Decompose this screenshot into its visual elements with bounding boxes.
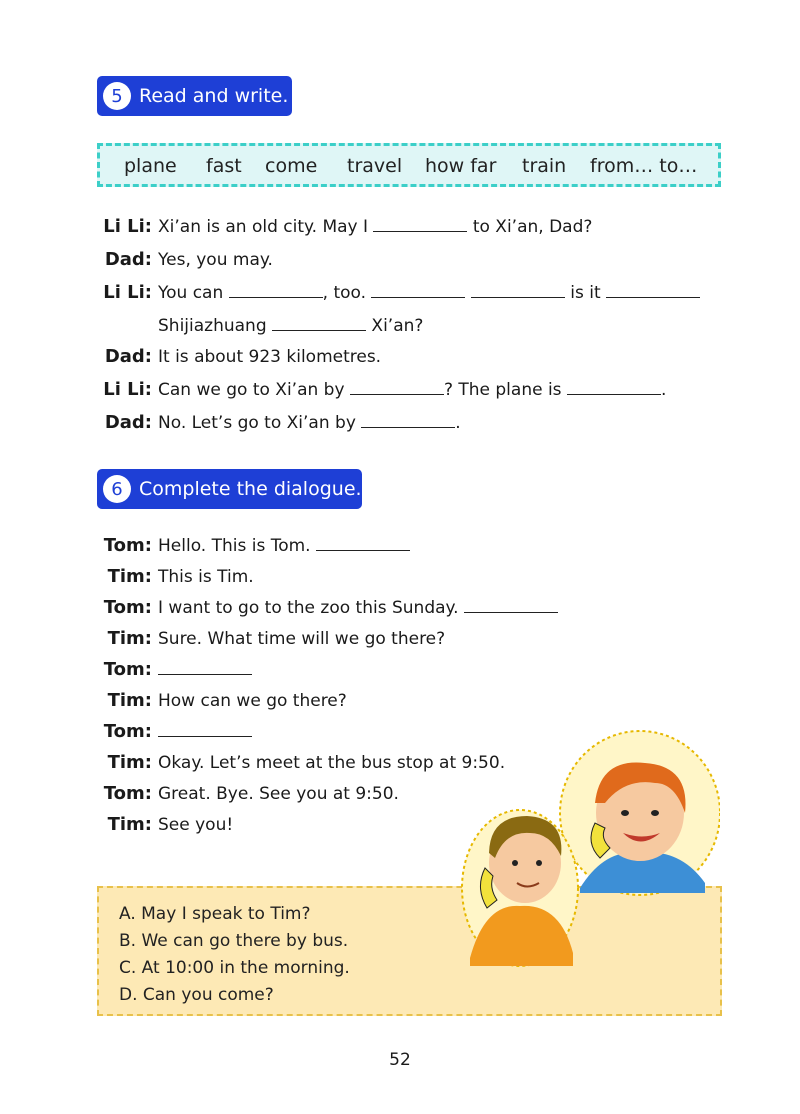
- word-come: come: [265, 155, 318, 177]
- option-a: A. May I speak to Tim?: [119, 904, 311, 924]
- option-c: C. At 10:00 in the morning.: [119, 958, 350, 978]
- line-text: Okay. Let’s meet at the bus stop at 9:50.: [158, 753, 506, 773]
- speaker-label: Tom:: [103, 783, 152, 804]
- line-text: It is about 923 kilometres.: [158, 347, 382, 367]
- speaker-label: Tom:: [103, 597, 152, 618]
- section-5-number: 5: [103, 82, 131, 110]
- section-6-number: 6: [103, 475, 131, 503]
- line-text: .: [455, 413, 461, 433]
- answer-blank[interactable]: [371, 281, 465, 298]
- speaker-label: Tom:: [103, 535, 152, 556]
- page-number: 52: [389, 1050, 411, 1070]
- speaker-label: Tim:: [107, 814, 152, 835]
- line-text: Sure. What time will we go there?: [158, 629, 446, 649]
- speaker-label: Tom:: [103, 721, 152, 742]
- option-b: B. We can go there by bus.: [119, 931, 349, 951]
- word-bank: [97, 143, 721, 187]
- speaker-label: Li Li:: [103, 216, 152, 237]
- speaker-label: Li Li:: [103, 282, 152, 303]
- line-text: No. Let’s go to Xi’an by: [158, 413, 362, 433]
- answer-blank[interactable]: [350, 378, 444, 395]
- line-text: You can: [158, 283, 229, 303]
- answer-blank[interactable]: [606, 281, 700, 298]
- section-5-title: Read and write.: [139, 85, 289, 107]
- line-text: .: [660, 380, 667, 400]
- speaker-label: Tim:: [107, 566, 152, 587]
- line-text: , too.: [322, 283, 372, 303]
- line-text: Shijiazhuang: [158, 316, 273, 336]
- speaker-label: Tom:: [103, 659, 152, 680]
- speaker-label: Dad:: [104, 412, 152, 433]
- line-text: to Xi’an, Dad?: [467, 217, 593, 237]
- line-text: Yes, you may.: [158, 250, 273, 270]
- speaker-label: Tim:: [107, 752, 152, 773]
- line-text: ? The plane is: [443, 380, 567, 400]
- word-how-far: how far: [425, 155, 497, 177]
- line-text: Xi’an?: [366, 316, 424, 336]
- section-5-header: [97, 76, 292, 116]
- section-6-header: [97, 469, 362, 509]
- line-text: Hello. This is Tom.: [158, 536, 316, 556]
- speaker-label: Dad:: [104, 346, 152, 367]
- answer-blank[interactable]: [361, 411, 455, 428]
- line-text: This is Tim.: [158, 567, 254, 587]
- word-plane: plane: [124, 155, 177, 177]
- word-from-to: from… to…: [590, 155, 698, 177]
- line-text: Great. Bye. See you at 9:50.: [158, 784, 399, 804]
- answer-blank[interactable]: [158, 658, 252, 675]
- line-text: Can we go to Xi’an by: [158, 380, 350, 400]
- line-text: How can we go there?: [158, 691, 347, 711]
- speaker-label: Dad:: [104, 249, 152, 270]
- section-6-title: Complete the dialogue.: [139, 478, 362, 500]
- answer-blank[interactable]: [272, 314, 366, 331]
- word-fast: fast: [206, 155, 242, 177]
- option-d: D. Can you come?: [119, 985, 274, 1005]
- word-travel: travel: [347, 155, 403, 177]
- answer-blank[interactable]: [471, 281, 565, 298]
- answer-blank[interactable]: [567, 378, 661, 395]
- line-text: is it: [564, 283, 607, 303]
- speaker-label: Li Li:: [103, 379, 152, 400]
- answer-blank[interactable]: [373, 215, 467, 232]
- word-train: train: [522, 155, 567, 177]
- boys-on-phone-illustration: [455, 728, 720, 968]
- answer-blank[interactable]: [316, 534, 410, 551]
- answer-blank[interactable]: [229, 281, 323, 298]
- speaker-label: Tim:: [107, 628, 152, 649]
- line-text: I want to go to the zoo this Sunday.: [158, 598, 464, 618]
- answer-blank[interactable]: [158, 720, 252, 737]
- line-text: See you!: [158, 815, 234, 835]
- speaker-label: Tim:: [107, 690, 152, 711]
- line-text: Xi’an is an old city. May I: [158, 217, 374, 237]
- answer-blank[interactable]: [464, 596, 558, 613]
